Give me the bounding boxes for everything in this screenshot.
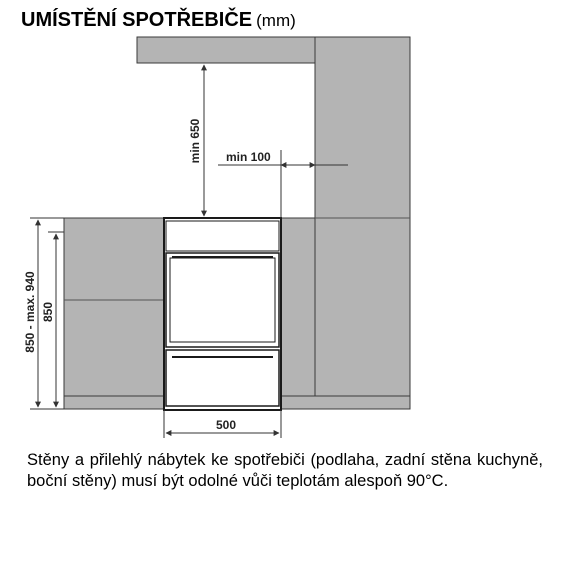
cooker-top-panel bbox=[166, 221, 279, 251]
right-base-cabinet bbox=[281, 218, 315, 404]
cooker-appliance bbox=[164, 218, 281, 410]
counter-height-range-label: 850 - max. 940 bbox=[23, 271, 37, 353]
clearance-above-label: min 650 bbox=[188, 118, 202, 164]
appliance-height-label: 850 bbox=[41, 301, 55, 323]
right-plinth bbox=[281, 396, 410, 409]
tall-cabinet-right bbox=[315, 37, 410, 404]
title-text: UMÍSTĚNÍ SPOTŘEBIČE bbox=[21, 9, 253, 31]
side-clearance-label: min 100 bbox=[226, 150, 271, 164]
oven-window bbox=[170, 258, 275, 342]
storage-drawer bbox=[166, 350, 279, 406]
left-plinth bbox=[64, 396, 164, 409]
left-base-cabinet bbox=[64, 218, 164, 404]
title-unit: (mm) bbox=[256, 11, 296, 30]
heat-resistance-note: Stěny a přilehlý nábytek ke spotřebiči (podlaha, zadní stěna kuchyně, boční stěny) musí být odolné vůči teplotám alespoň 90°C. bbox=[27, 451, 543, 490]
upper-cabinet bbox=[137, 37, 315, 63]
appliance-width-label: 500 bbox=[215, 418, 237, 432]
